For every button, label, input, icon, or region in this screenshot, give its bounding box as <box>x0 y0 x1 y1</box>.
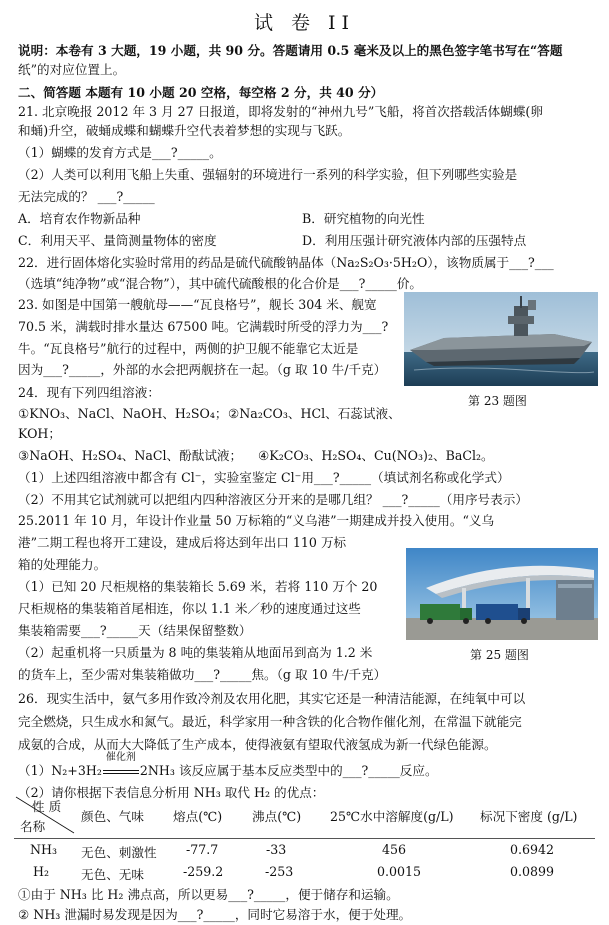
row-h2-boiling: -253 <box>265 864 294 879</box>
instructions-line-2: 纸”的对应位置上。 <box>18 62 126 77</box>
q21-option-d: D．利用压强计研究液体内部的压强特点 <box>302 233 527 248</box>
q21-stem-2: 和蛹)升空，破蛹成蝶和蝴蝶升空代表着梦想的实现与飞跃。 <box>18 123 351 138</box>
th-boiling-point: 沸点(℃) <box>252 809 302 824</box>
fig25-caption: 第 25 题图 <box>470 648 529 662</box>
th-density: 标况下密度 (g/L) <box>480 809 578 824</box>
equals-sign <box>103 770 139 774</box>
q26-equation-right: 2NH₃ 该反应属于基本反应类型中的___?_____反应。 <box>139 763 438 778</box>
row-nh3-density: 0.6942 <box>510 842 555 857</box>
row-h2-melting: -259.2 <box>183 864 224 879</box>
q21-option-a: A．培育农作物新品种 <box>18 211 141 226</box>
q23-line-4: 因为___?_____，外部的水会把两舰挤在一起。（g 取 10 牛/千克） <box>18 362 387 377</box>
table-corner-top: 性 质 <box>32 799 62 814</box>
q26-stem-1: 26．现实生活中，氨气多用作致冷剂及农用化肥，其实它还是一种清洁能源，在纯氧中可以 <box>18 691 526 706</box>
table-rule <box>14 838 595 839</box>
q24-group-3: ③NaOH、H₂SO₄、NaCl、酚酞试液； <box>18 448 243 463</box>
th-melting-point: 熔点(℃) <box>173 809 223 824</box>
catalyst-arrow <box>102 752 140 779</box>
q24-group-4: ④K₂CO₃、H₂SO₄、Cu(NO₃)₂、BaCl₂。 <box>258 448 494 463</box>
row-nh3-boiling: -33 <box>266 842 287 857</box>
q25-part2-2: 的货车上，至少需对集装箱做功___?_____焦。（g 取 10 牛/千克） <box>18 667 387 682</box>
q21-part2-2: 无法完成的？ ___?_____ <box>18 189 155 204</box>
row-h2-density: 0.0899 <box>510 864 555 879</box>
q21-option-c: C．利用天平、量筒测量物体的密度 <box>18 233 217 248</box>
fig23-caption: 第 23 题图 <box>468 394 527 408</box>
q21-option-b: B．研究植物的向光性 <box>302 211 425 226</box>
th-color-smell: 颜色、气味 <box>81 809 144 824</box>
q25-part1-3: 集装箱需要___?_____天（结果保留整数） <box>18 623 252 638</box>
row-h2-color: 无色、无味 <box>81 867 144 882</box>
q26-part2: （2）请你根据下表信息分析用 NH₃ 取代 H₂ 的优点： <box>18 785 325 800</box>
q24-group-2: ②Na₂CO₃、HCl、石蕊试液、 <box>228 406 401 421</box>
q21-part1: （1）蝴蝶的发育方式是___?_____。 <box>18 145 222 160</box>
page-title: 试 卷 II <box>253 12 356 34</box>
q26-answer-2: ② NH₃ 泄漏时易发现是因为___?_____，同时它易溶于水，便于处理。 <box>18 907 412 922</box>
q25-part1-2: 尺柜规格的集装箱首尾相连，你以 1.1 米／秒的速度通过这些 <box>18 601 361 616</box>
q26-answer-1: ①由于 NH₃ 比 H₂ 沸点高，所以更易___?_____，便于储存和运输。 <box>18 887 399 902</box>
q24-part1: （1）上述四组溶液中都含有 Cl⁻，实验室鉴定 Cl⁻用___?_____（填试剂名称或化学式） <box>18 470 510 485</box>
port-photo <box>406 548 598 640</box>
row-h2-name: H₂ <box>33 864 50 879</box>
th-solubility: 25℃水中溶解度(g/L) <box>330 809 454 824</box>
q25-stem-3: 箱的处理能力。 <box>18 557 107 572</box>
q22-line-1: 22．进行固体熔化实验时常用的药品是硫代硫酸钠晶体（Na₂S₂O₃·5H₂O），该物质属于___?___ <box>18 255 554 270</box>
q24-group-1: ①KNO₃、NaCl、NaOH、H₂SO₄； <box>18 406 228 421</box>
row-h2-solubility: 0.0015 <box>377 864 422 879</box>
q26-equation-left: （1）N₂+3H₂ <box>18 763 102 778</box>
q25-part2-1: （2）起重机将一只质量为 8 吨的集装箱从地面吊到高为 1.2 米 <box>18 645 373 660</box>
q25-stem-1: 25.2011 年 10 月，年设计作业量 50 万标箱的“义乌港”一期建成并投入使用。“义乌 <box>18 513 495 528</box>
row-nh3-solubility: 456 <box>382 842 407 857</box>
q23-line-1: 23. 如图是中国第一艘航母——“瓦良格号”，舰长 304 米、舰宽 <box>18 297 377 312</box>
q21-part2-1: （2）人类可以利用飞船上失重、强辐射的环境进行一系列的科学实验，但下列哪些实验是 <box>18 167 518 182</box>
q25-part1-1: （1）已知 20 尺柜规格的集装箱长 5.69 米，若将 110 万个 20 <box>18 579 378 594</box>
q26-part1 <box>18 752 597 779</box>
q21-stem-1: 21. 北京晚报 2012 年 3 月 27 日报道，即将发射的“神州九号”飞船，将首次搭载活体蝴蝶(卵 <box>18 104 543 119</box>
carrier-photo <box>404 292 598 386</box>
row-nh3-name: NH₃ <box>30 842 58 857</box>
row-nh3-melting: -77.7 <box>186 842 219 857</box>
row-nh3-color: 无色、刺激性 <box>81 845 157 860</box>
q26-stem-2: 完全燃烧，只生成水和氮气。最近，科学家用一种含铁的化合物作催化剂，在常温下就能完 <box>18 714 522 729</box>
q24-part2: （2）不用其它试剂就可以把组内四种溶液区分开来的是哪几组？ ___?_____（用序号表示） <box>18 492 528 507</box>
catalyst-label: 催化剂 <box>105 752 136 763</box>
instructions-line-1: 说明：本卷有 3 大题，19 小题，共 90 分。答题请用 0.5 毫米及以上的黑色签字笔书写在“答题 <box>18 43 563 58</box>
q24-stem: 24．现有下列四组溶液： <box>18 385 160 400</box>
q25-stem-2: 港”二期工程也将开工建设，建成后将达到年出口 110 万标 <box>18 535 347 550</box>
table-corner-bottom: 名称 <box>20 819 46 834</box>
section-heading: 二、简答题 本题有 10 小题 20 空格，每空格 2 分，共 40 分） <box>18 85 384 100</box>
q23-line-3: 牛。“瓦良格号”航行的过程中，两侧的护卫舰不能靠它太近是 <box>18 341 359 356</box>
q23-line-2: 70.5 米，满载时排水量达 67500 吨。它满载时所受的浮力为___? <box>18 319 389 334</box>
q22-line-2: （选填“纯净物”或“混合物”），其中硫代硫酸根的化合价是___?_____价。 <box>18 276 423 291</box>
q26-stem-3: 成氨的合成，从而大大降低了生产成本，使得液氨有望取代液氢成为新一代绿色能源。 <box>18 737 497 752</box>
q24-group-2-cont: KOH； <box>18 426 61 441</box>
